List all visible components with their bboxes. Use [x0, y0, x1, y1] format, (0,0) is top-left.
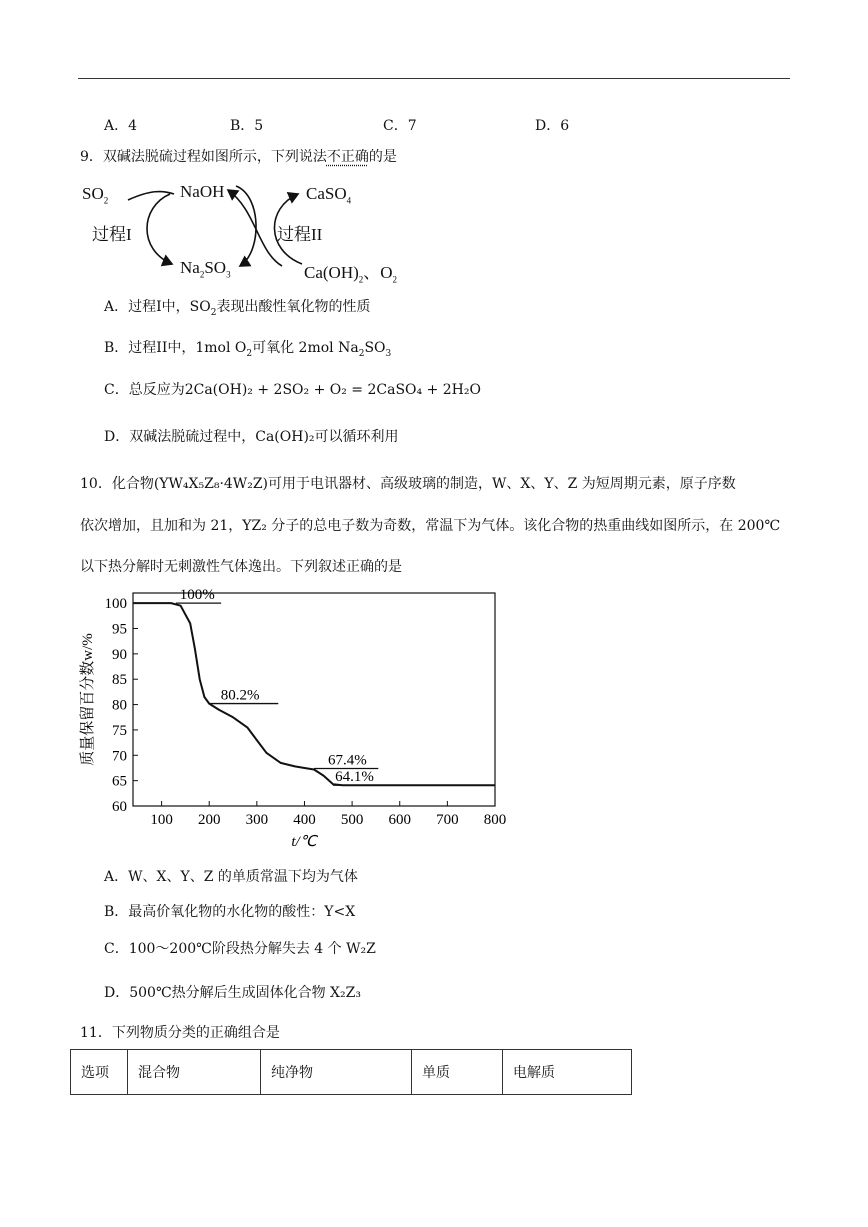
y-tick-label: 100 — [104, 596, 127, 613]
y-tick-label: 90 — [112, 646, 127, 663]
y-tick-label: 70 — [112, 748, 127, 765]
q11-stem: 11．下列物质分类的正确组合是 — [80, 1025, 280, 1041]
q10-stem-line-2: 依次增加，且加和为 21，YZ₂ 分子的总电子数为奇数，常温下为气体。该化合物的热重曲线如图所示，在 200℃ — [80, 518, 781, 534]
q10-stem-line-1: 10．化合物(YW₄X₅Z₈·4W₂Z)可用于电讯器材、高级玻璃的制造，W、X、Y、Z 为短周期元素，原子序数 — [80, 476, 736, 492]
x-tick-label: 600 — [388, 812, 411, 828]
q9-cycle-diagram — [70, 172, 430, 284]
q9-option-c: C．总反应为2Ca(OH)₂ + 2SO₂ + O₂ = 2CaSO₄ + 2H₂O — [104, 382, 481, 398]
annotation-label: 100% — [179, 588, 215, 604]
y-tick-label: 95 — [112, 621, 127, 638]
q10-stem-line-3: 以下热分解时无刺激性气体逸出。下列叙述正确的是 — [80, 559, 402, 575]
y-tick-label: 65 — [112, 773, 127, 790]
x-tick-label: 400 — [293, 812, 316, 828]
table-header-cell: 单质 — [412, 1050, 503, 1095]
x-axis-label: t/℃ — [291, 834, 317, 850]
label-na2so3: $Na_2SO_3$ — [180, 258, 231, 280]
q9-option-d: D．双碱法脱硫过程中，Ca(OH)₂可以循环利用 — [104, 429, 399, 445]
q10-option-d: D．500℃热分解后生成固体化合物 X₂Z₃ — [104, 985, 361, 1001]
table-header-row — [71, 1050, 632, 1095]
q8-option-a: A．4 — [104, 118, 138, 134]
q9-stem-suffix: 的是 — [368, 149, 397, 165]
x-tick-label: 300 — [245, 812, 269, 828]
table-header-cell: 电解质 — [503, 1050, 632, 1095]
label-process-1: 过程I — [92, 225, 132, 244]
label-so2: $SO_2$ — [82, 184, 109, 206]
q9-option-b: B．过程II中，1mol $O_2$可氧化 2mol $Na_2SO_3$ — [104, 340, 392, 359]
q10-option-b: B．最高价氧化物的水化物的酸性：Y<X — [104, 904, 356, 920]
y-tick-label: 75 — [112, 722, 127, 739]
x-tick-label: 800 — [483, 812, 507, 828]
series-line — [133, 603, 495, 785]
x-tick-label: 500 — [340, 812, 364, 828]
q9-stem — [80, 146, 397, 166]
q9-stem-prefix: 9．双碱法脱硫过程如图所示，下列说法 — [80, 149, 327, 165]
tga-chart — [70, 588, 520, 853]
y-axis-label: 质量保留百分数w/% — [80, 633, 96, 766]
arc-center-1 — [236, 186, 256, 266]
x-tick-label: 200 — [197, 812, 221, 828]
q9-stem-emphasis: 不正确 — [326, 149, 369, 165]
table-header-cell: 混合物 — [128, 1050, 261, 1095]
q8-option-c: C．7 — [383, 118, 417, 134]
annotation-label: 80.2% — [220, 687, 260, 704]
x-tick-label: 100 — [150, 812, 173, 828]
q9-option-a: A．过程I中，$SO_2$表现出酸性氧化物的性质 — [104, 299, 371, 318]
q9-option-c-formula: 2Ca(OH)₂ + 2SO₂ + O₂ = 2CaSO₄ + 2H₂O — [184, 382, 481, 398]
q8-option-b: B．5 — [230, 118, 264, 134]
header-rule — [78, 78, 790, 79]
y-tick-label: 80 — [112, 697, 127, 714]
table-header-cell: 纯净物 — [261, 1050, 412, 1095]
q10-option-c: C．100～200℃阶段热分解失去 4 个 W₂Z — [104, 941, 376, 957]
y-tick-label: 60 — [112, 799, 127, 815]
arc-left — [147, 194, 172, 264]
annotation-label: 64.1% — [335, 769, 374, 786]
table-header-cell: 选项 — [71, 1050, 128, 1095]
q10-option-a: A．W、X、Y、Z 的单质常温下均为气体 — [104, 869, 358, 885]
x-tick-label: 700 — [436, 812, 459, 828]
label-naoh: NaOH — [180, 182, 225, 201]
plot-frame — [133, 593, 495, 806]
q11-table — [70, 1049, 632, 1095]
y-tick-label: 85 — [112, 672, 127, 689]
annotation-label: 67.4% — [327, 752, 367, 769]
label-caoh2-o2: $Ca(OH)_2$、$O_2$ — [304, 263, 398, 285]
q8-option-d: D．6 — [535, 118, 570, 134]
label-process-2: 过程II — [277, 225, 323, 244]
label-caso4: CaSO$_4$ — [306, 184, 352, 206]
